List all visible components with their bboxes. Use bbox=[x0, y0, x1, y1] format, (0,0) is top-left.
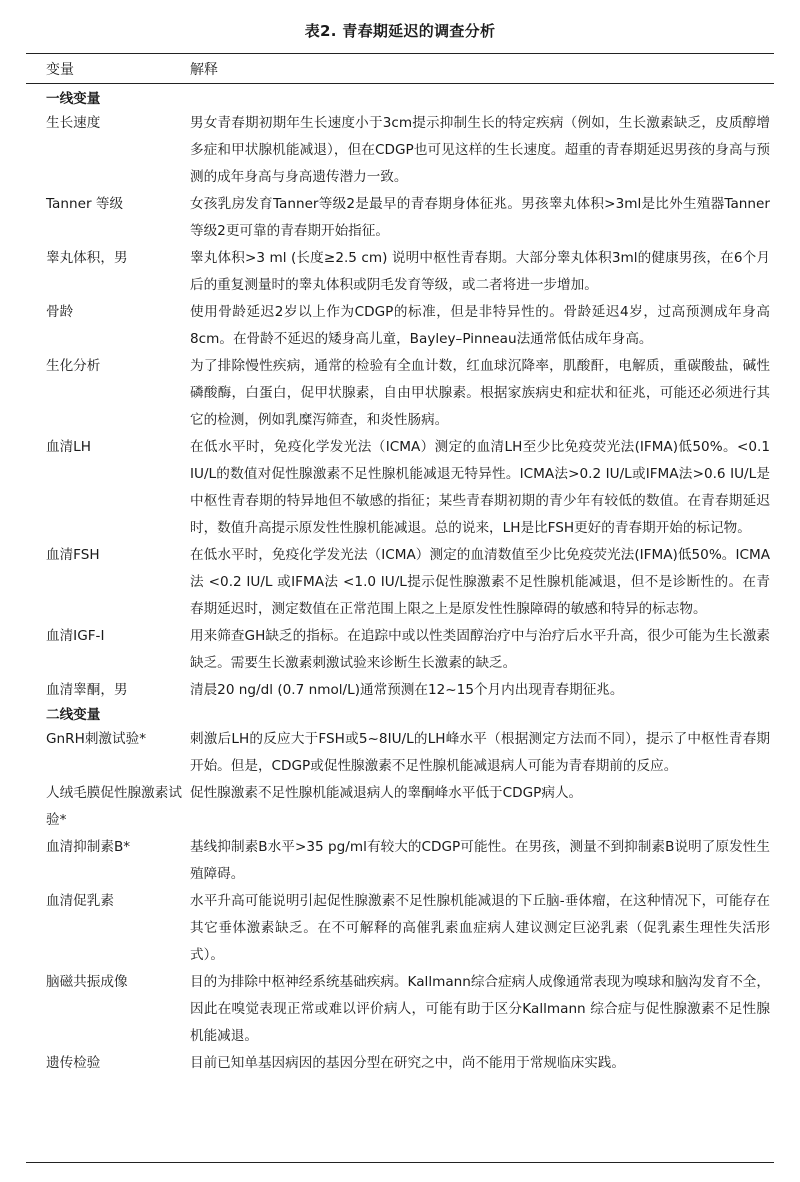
variable-cell: 血清抑制素B* bbox=[46, 839, 131, 855]
explanation-cell: 清晨20 ng/dl (0.7 nmol/L)通常预测在12~15个月内出现青春期征兆。 bbox=[190, 682, 624, 698]
table-row bbox=[0, 623, 800, 677]
section-second-line: 二线变量 bbox=[46, 707, 101, 723]
variable-cell: 血清睾酮，男 bbox=[46, 682, 128, 698]
header-variable: 变量 bbox=[46, 62, 74, 78]
variable-cell: GnRH刺激试验* bbox=[46, 731, 146, 747]
header-rule bbox=[26, 83, 774, 84]
top-rule bbox=[26, 53, 774, 54]
explanation-cell: 在低水平时，免疫化学发光法（ICMA）测定的血清数值至少比免疫荧光法(IFMA)低50%。ICMA法 <0.2 IU/L 或IFMA法 <1.0 IU/L提示促性腺激素不足性腺机能减退，但不是诊断性的。在青春期延迟时，测定数值在正常范围上限之上是原发性性腺障碍的敏感和特异的标志物。 bbox=[190, 547, 770, 617]
explanation-cell: 目的为排除中枢神经系统基础疾病。Kallmann综合症病人成像通常表现为嗅球和脑沟发育不全，因此在嗅觉表现正常或难以评价病人，可能有助于区分Kallmann 综合症与促性腺激素不足性腺机能减退。 bbox=[190, 974, 770, 1044]
explanation-cell: 为了排除慢性疾病，通常的检验有全血计数，红血球沉降率，肌酸酐，电解质，重碳酸盐，碱性磷酸酶，白蛋白，促甲状腺素，自由甲状腺素。根据家族病史和症状和征兆，可能还必须进行其它的检测，例如乳糜泻筛查，和炎性肠病。 bbox=[190, 358, 770, 428]
table-row bbox=[0, 434, 800, 542]
table-row bbox=[0, 726, 800, 780]
variable-cell: 骨龄 bbox=[46, 304, 74, 320]
table-row bbox=[0, 110, 800, 191]
table-row bbox=[0, 245, 800, 299]
table-row bbox=[0, 677, 800, 704]
variable-cell: 血清LH bbox=[46, 439, 91, 455]
table-title: 表2. 青春期延迟的调查分析 bbox=[304, 22, 496, 40]
variable-cell: 人绒毛膜促性腺激素试验* bbox=[46, 785, 182, 828]
variable-cell: 血清IGF-I bbox=[46, 628, 105, 644]
variable-cell: 睾丸体积，男 bbox=[46, 250, 128, 266]
table-row bbox=[0, 969, 800, 1050]
table-body bbox=[0, 88, 800, 1077]
variable-cell: 血清FSH bbox=[46, 547, 100, 563]
explanation-cell: 男女青春期初期年生长速度小于3cm提示抑制生长的特定疾病（例如，生长激素缺乏，皮质醇增多症和甲状腺机能减退），但在CDGP也可见这样的生长速度。超重的青春期延迟男孩的身高与预测的成年身高与身高遗传潜力一致。 bbox=[190, 115, 770, 185]
variable-cell: 生长速度 bbox=[46, 115, 101, 131]
explanation-cell: 用来筛查GH缺乏的指标。在追踪中或以性类固醇治疗中与治疗后水平升高，很少可能为生长激素缺乏。需要生长激素刺激试验来诊断生长激素的缺乏。 bbox=[190, 628, 770, 671]
table-row bbox=[0, 191, 800, 245]
explanation-cell: 睾丸体积>3 ml (长度≥2.5 cm) 说明中枢性青春期。大部分睾丸体积3ml的健康男孩，在6个月后的重复测量时的睾丸体积或阴毛发育等级，或二者将进一步增加。 bbox=[190, 250, 770, 293]
explanation-cell: 在低水平时，免疫化学发光法（ICMA）测定的血清LH至少比免疫荧光法(IFMA)低50%。<0.1 IU/L的数值对促性腺激素不足性腺机能减退无特异性。ICMA法>0.2 IU/L或IFMA法>0.6 IU/L是中枢性青春期的特异地但不敏感的指征；某些青春期初期的青少年有较低的数值。在青春期延迟时，数值升高提示原发性性腺机能减退。总的说来，LH是比FSH更好的青春期开始的标记物。 bbox=[190, 439, 770, 536]
variable-cell: Tanner 等级 bbox=[46, 196, 124, 212]
table-row bbox=[0, 299, 800, 353]
explanation-cell: 使用骨龄延迟2岁以上作为CDGP的标准，但是非特异性的。骨龄延迟4岁，过高预测成年身高8cm。在骨龄不延迟的矮身高儿童，Bayley–Pinneau法通常低估成年身高。 bbox=[190, 304, 770, 347]
explanation-cell: 水平升高可能说明引起促性腺激素不足性腺机能减退的下丘脑-垂体瘤，在这种情况下，可能存在其它垂体激素缺乏。在不可解释的高催乳素血症病人建议测定巨泌乳素（促乳素生理性失活形式）。 bbox=[190, 893, 770, 963]
variable-cell: 脑磁共振成像 bbox=[46, 974, 128, 990]
header-explanation: 解释 bbox=[190, 62, 218, 78]
explanation-cell: 促性腺激素不足性腺机能减退病人的睾酮峰水平低于CDGP病人。 bbox=[190, 785, 583, 801]
explanation-cell: 基线抑制素B水平>35 pg/ml有较大的CDGP可能性。在男孩，测量不到抑制素B说明了原发性生殖障碍。 bbox=[190, 839, 770, 882]
variable-cell: 生化分析 bbox=[46, 358, 101, 374]
table-row bbox=[0, 1050, 800, 1077]
variable-cell: 血清促乳素 bbox=[46, 893, 114, 909]
table-row bbox=[0, 780, 800, 834]
first-line-rows bbox=[0, 110, 800, 704]
explanation-cell: 刺激后LH的反应大于FSH或5~8IU/L的LH峰水平（根据测定方法而不同），提示了中枢性青春期开始。但是，CDGP或促性腺激素不足性腺机能减退病人可能为青春期前的反应。 bbox=[190, 731, 770, 774]
section-first-line: 一线变量 bbox=[46, 91, 101, 107]
second-line-rows bbox=[0, 726, 800, 1077]
table-row bbox=[0, 542, 800, 623]
explanation-cell: 目前已知单基因病因的基因分型在研究之中，尚不能用于常规临床实践。 bbox=[190, 1055, 625, 1071]
table-row bbox=[0, 834, 800, 888]
variable-cell: 遗传检验 bbox=[46, 1055, 101, 1071]
table-row bbox=[0, 888, 800, 969]
bottom-rule bbox=[26, 1162, 774, 1163]
table-row bbox=[0, 353, 800, 434]
explanation-cell: 女孩乳房发育Tanner等级2是最早的青春期身体征兆。男孩睾丸体积>3ml是比外生殖器Tanner等级2更可靠的青春期开始指征。 bbox=[190, 196, 770, 239]
